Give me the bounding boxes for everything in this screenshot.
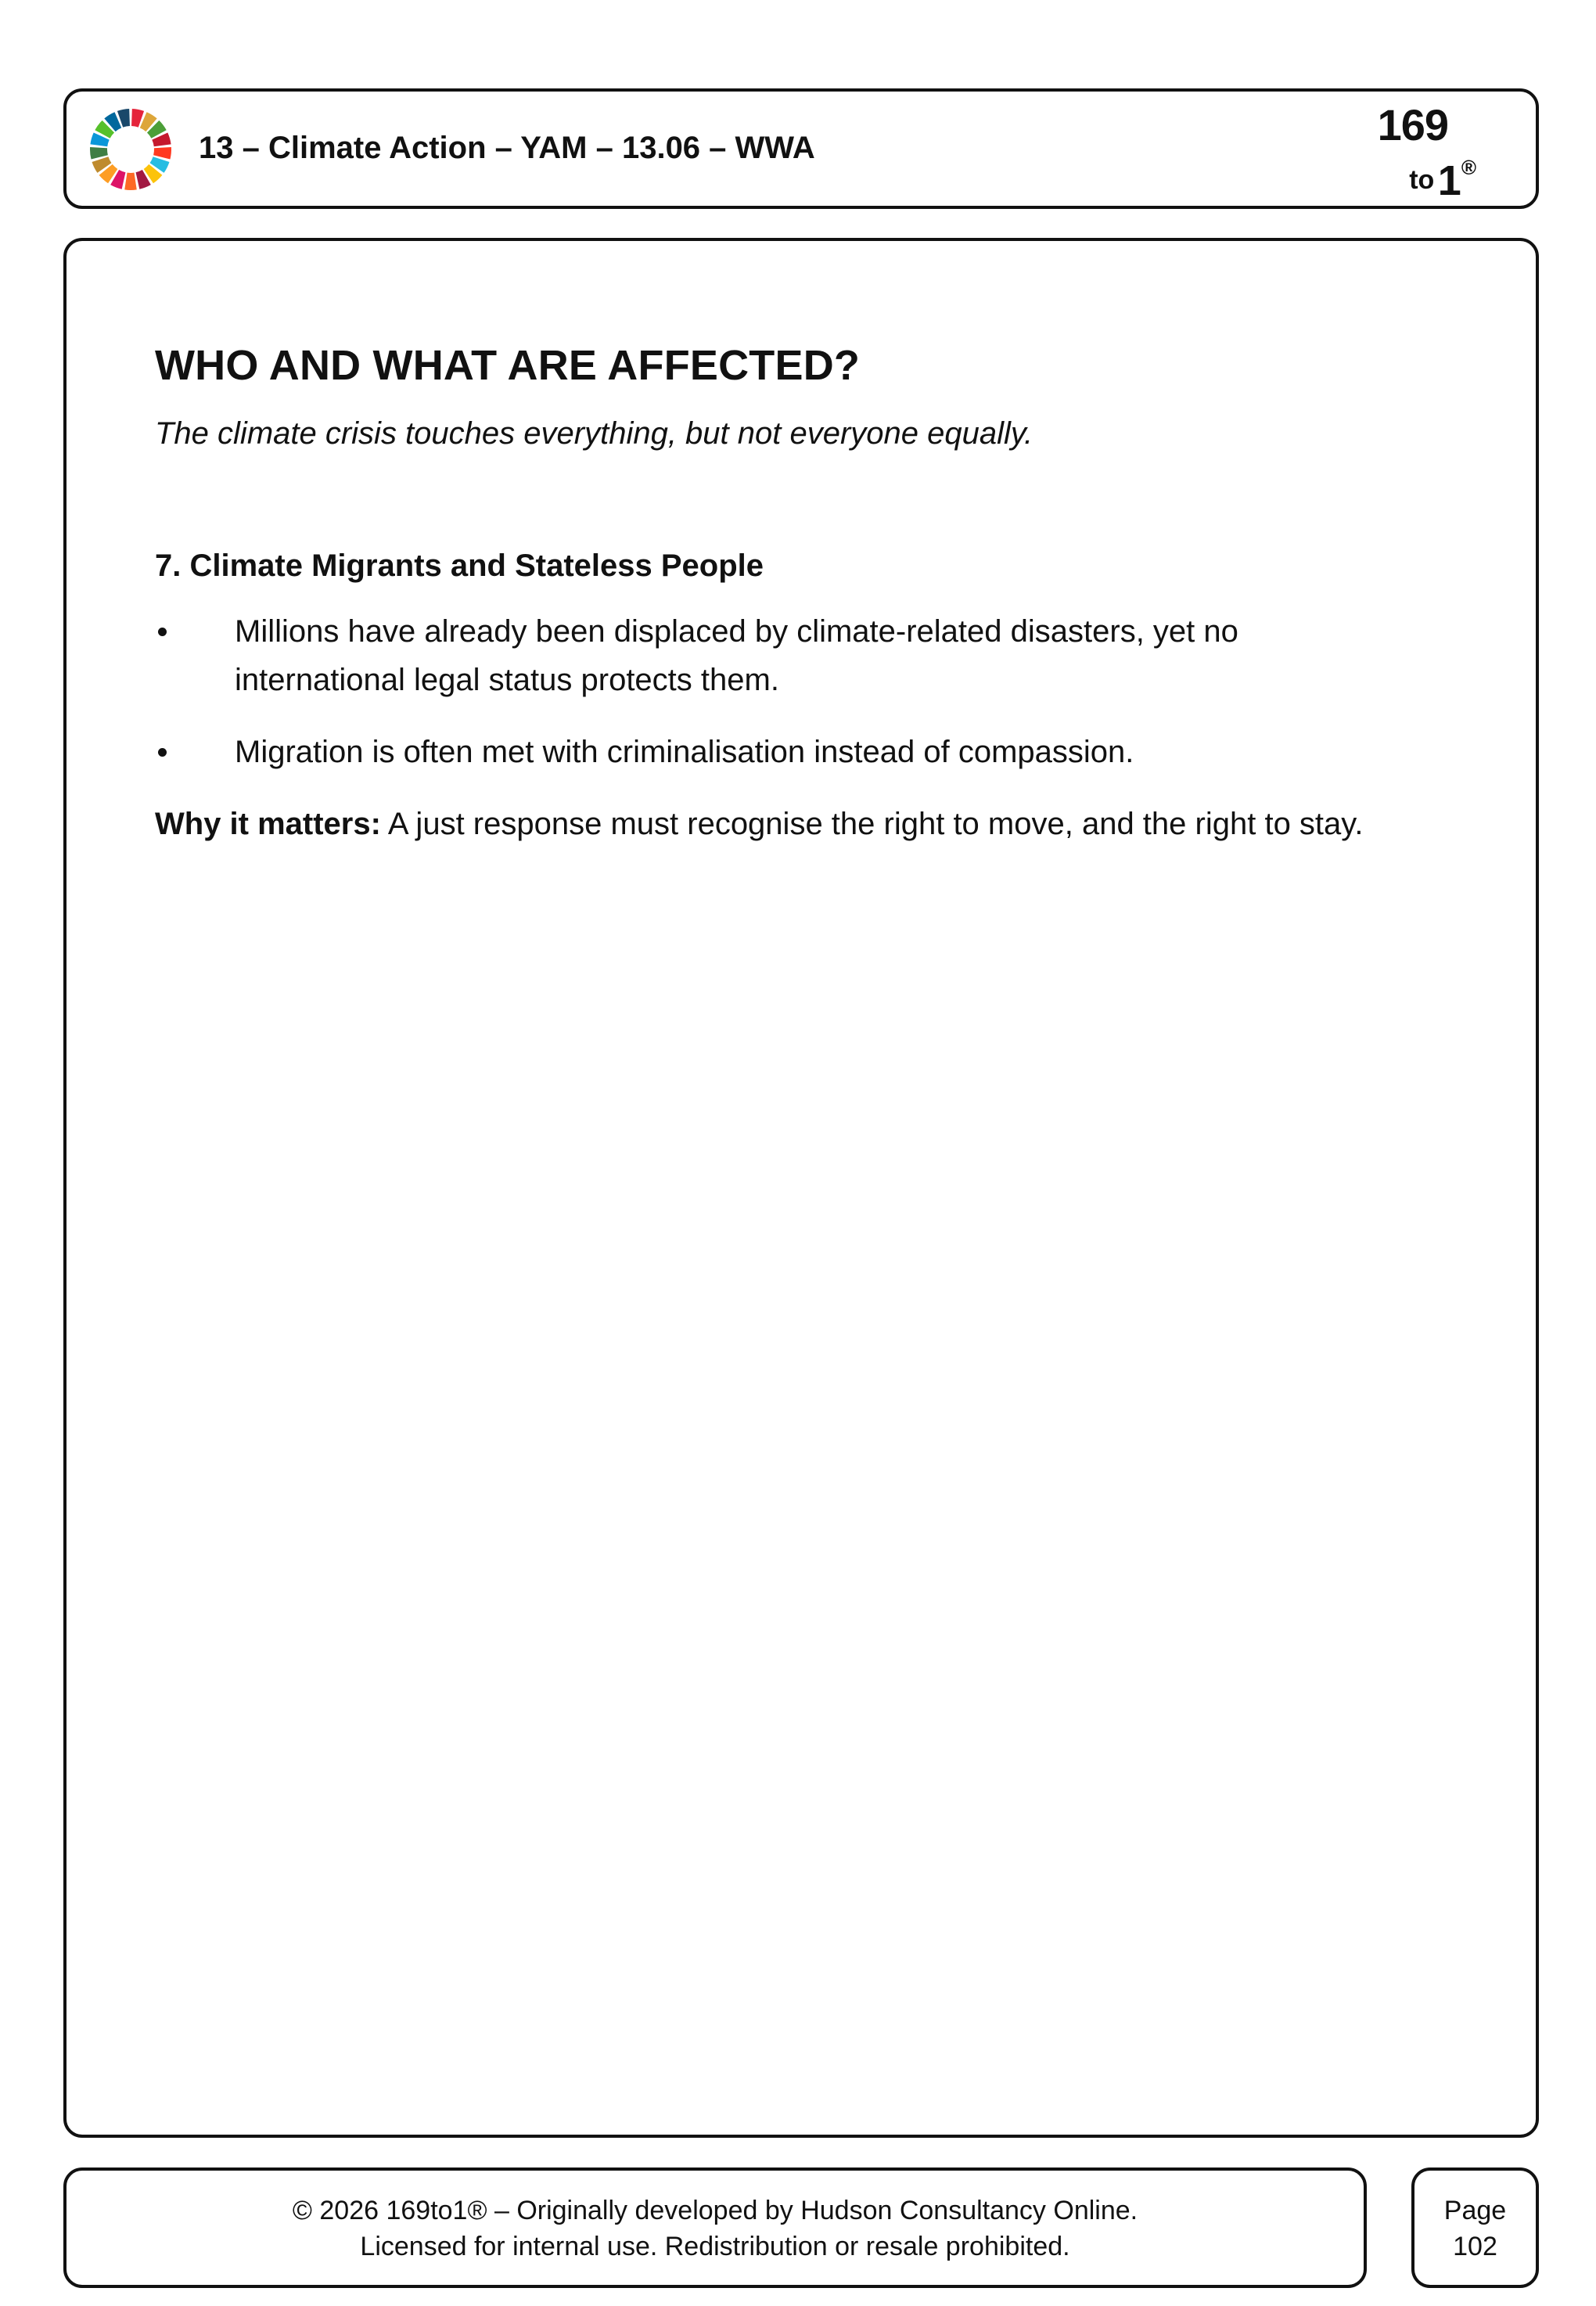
footer-page-number [1411,2167,1539,2288]
page-subtitle: The climate crisis touches everything, but not everyone equally. [155,416,1033,451]
bullet-item [155,607,1393,704]
bullet-icon [158,628,167,636]
brand-suffix [1409,156,1476,205]
brand-number: 169 [1377,100,1448,149]
bullet-text: Millions have already been displaced by climate-related disasters, yet no international legal status protects them. [235,614,1238,697]
footer-line-2: Licensed for internal use. Redistribution or resale prohibited. [360,2232,1070,2261]
sdg-wheel-logo [88,107,173,192]
bullet-item [155,728,1393,776]
page-header [63,88,1539,209]
footer-copyright [63,2167,1367,2288]
logo-segment [153,147,171,159]
brand-registered-mark: ® [1461,156,1476,179]
brand-one: 1 [1437,157,1461,204]
logo-segment [90,147,108,159]
main-content-panel [63,238,1539,2138]
page-number: 102 [1453,2232,1497,2261]
bullet-text: Migration is often met with criminalisation instead of compassion. [235,735,1134,769]
brand-to: to [1409,165,1435,195]
why-it-matters [155,800,1454,848]
bullet-list [155,607,1469,776]
logo-segment [124,173,137,190]
section-heading: 7. Climate Migrants and Stateless People [155,549,764,583]
why-it-matters-label: Why it matters: [155,807,381,841]
content-area [155,341,1469,848]
why-it-matters-text: A just response must recognise the right to move, and the right to stay. [380,807,1364,841]
page-label: Page [1443,2196,1507,2225]
footer-line-1: © 2026 169to1® – Originally developed by Hudson Consultancy Online. [292,2196,1138,2225]
bullet-icon [158,748,167,757]
header-title: 13 – Climate Action – YAM – 13.06 – WWA [199,131,815,165]
page-title: WHO AND WHAT ARE AFFECTED? [155,342,861,389]
